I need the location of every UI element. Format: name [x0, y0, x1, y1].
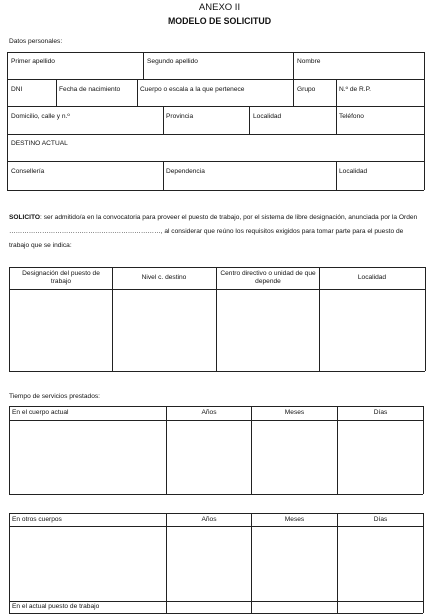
label-puesto-actual: En el actual puesto de trabajo — [12, 603, 100, 610]
field-domicilio: Domicilio, calle y n.º — [11, 113, 70, 120]
field-localidad-destino: Localidad — [339, 168, 368, 175]
field-conselleria: Consellería — [11, 168, 45, 175]
col-nivel-destino: Nivel c. destino — [141, 274, 187, 281]
col-meses-2: Meses — [284, 516, 305, 523]
col-dias: Días — [373, 409, 388, 416]
field-fecha-nacimiento: Fecha de nacimiento — [59, 86, 121, 93]
field-dni: DNI — [11, 86, 23, 93]
col-anos-2: Años — [201, 516, 217, 523]
form-title: MODELO DE SOLICITUD — [167, 16, 272, 26]
col-meses: Meses — [284, 409, 305, 416]
solicito-paragraph — [9, 211, 424, 253]
section-label-service-time: Tiempo de servicios prestados: — [9, 393, 101, 400]
field-primer-apellido: Primer apellido — [11, 58, 55, 65]
col-localidad: Localidad — [357, 274, 387, 281]
field-grupo: Grupo — [297, 86, 316, 93]
section-label-personal-data: Datos personales: — [9, 38, 63, 45]
field-cuerpo-escala: Cuerpo o escala a la que pertenece — [140, 86, 245, 93]
field-nombre: Nombre — [297, 58, 321, 65]
field-nrp: N.º de R.P. — [339, 86, 371, 93]
solicito-text: : ser admitido/a en la convocatoria para proveer el puesto de trabajo, por el sistema de libre designación, anunciada por la Orden ……………………………………………………………, al considerar que reúno los requisitos exigidos para tomar parte para el puesto de trabajo que se indica: — [9, 214, 418, 249]
label-cuerpo-actual: En el cuerpo actual — [12, 409, 69, 416]
label-otros-cuerpos: En otros cuerpos — [12, 516, 62, 523]
field-dependencia: Dependencia — [166, 168, 205, 175]
annex-number: ANEXO II — [198, 2, 241, 13]
field-destino-actual: DESTINO ACTUAL — [11, 140, 68, 147]
col-anos: Años — [201, 409, 217, 416]
field-localidad: Localidad — [253, 113, 282, 120]
field-segundo-apellido: Segundo apellido — [147, 58, 198, 65]
field-provincia: Provincia — [166, 113, 194, 120]
field-telefono: Teléfono — [339, 113, 364, 120]
col-designacion-puesto: Designación del puesto de trabajo — [22, 270, 100, 285]
col-dias-2: Días — [373, 516, 388, 523]
col-centro-directivo: Centro directivo o unidad de que depende — [220, 270, 316, 285]
solicito-label: SOLICITO — [9, 214, 41, 221]
